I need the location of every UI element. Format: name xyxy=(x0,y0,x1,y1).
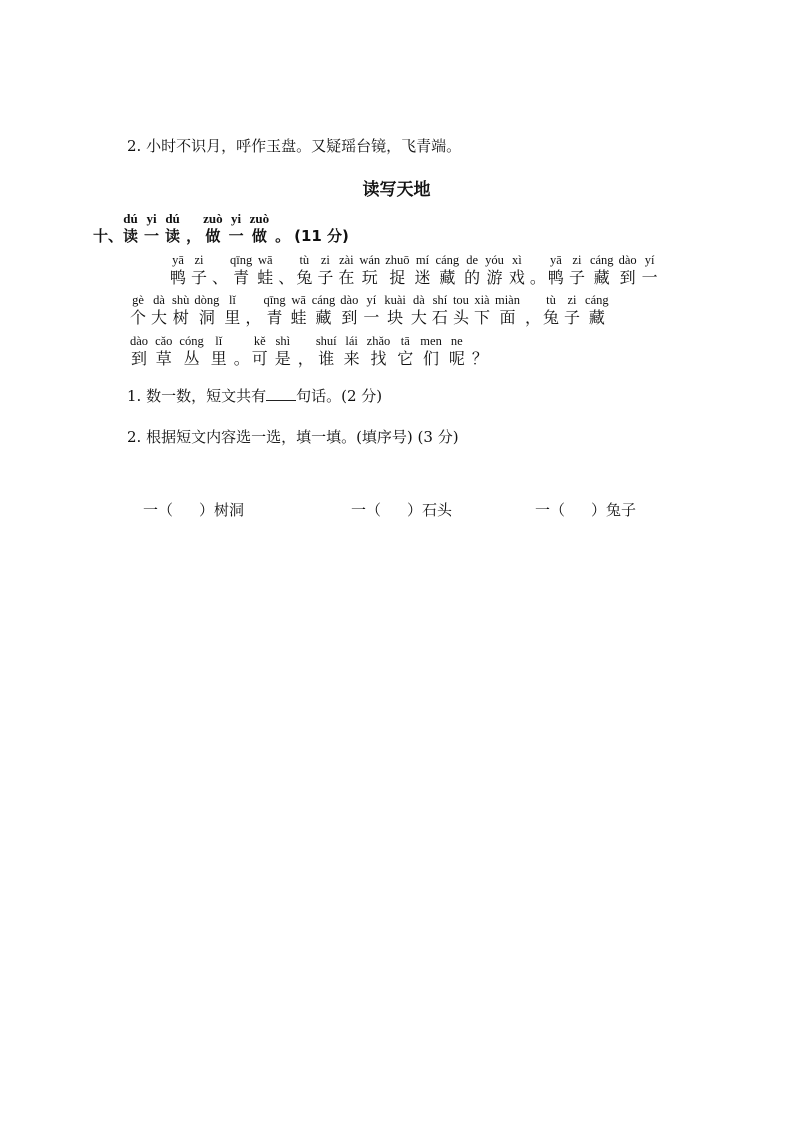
ruby-unit xyxy=(411,294,427,328)
poem-line: 2. 小时不识月，呼作玉盘。又疑瑶台镜，飞青端。 xyxy=(127,137,462,155)
hanzi: 鸭 xyxy=(170,268,187,287)
pinyin: tù xyxy=(546,293,556,307)
ruby-unit xyxy=(385,254,409,288)
ruby-unit xyxy=(296,254,312,288)
ruby-unit xyxy=(191,254,207,288)
hanzi: 谁 xyxy=(318,349,335,368)
pinyin: shù xyxy=(172,293,190,307)
hanzi: 大 xyxy=(151,308,168,327)
ruby-unit xyxy=(397,335,413,369)
hanzi: 在 xyxy=(338,268,355,287)
pinyin: cáng xyxy=(589,253,614,267)
ruby-unit xyxy=(194,294,219,328)
hanzi: ， xyxy=(297,349,314,368)
hanzi: 大 xyxy=(410,308,427,327)
hanzi: 子 xyxy=(317,268,334,287)
hanzi: 个 xyxy=(130,308,147,327)
ruby-unit xyxy=(415,254,431,288)
ruby-unit xyxy=(250,212,270,246)
hanzi: 石 xyxy=(431,308,448,327)
ruby-unit xyxy=(525,294,541,328)
hanzi: 做 xyxy=(205,227,221,245)
sub-question-1-text: 1. 数一数，短文共有 xyxy=(127,387,267,405)
ruby-unit xyxy=(316,335,337,369)
hanzi: 草 xyxy=(155,349,172,368)
hanzi: 到 xyxy=(619,268,636,287)
ruby-unit xyxy=(172,294,189,328)
hanzi: 可 xyxy=(251,349,268,368)
pinyin: yóu xyxy=(485,253,504,267)
ruby-unit xyxy=(263,294,285,328)
hanzi: 一 xyxy=(363,308,380,327)
hanzi: 。 xyxy=(233,349,250,368)
passage-line-1 xyxy=(170,254,663,288)
pinyin: zi xyxy=(194,253,204,267)
hanzi: 、 xyxy=(278,268,295,287)
pinyin: qīng xyxy=(263,293,286,307)
pinyin: cáng xyxy=(585,293,609,307)
hanzi: 树 xyxy=(172,308,189,327)
pinyin: shí xyxy=(432,293,448,307)
ruby-unit xyxy=(509,254,525,288)
fill-prefix: 一（ xyxy=(351,501,382,519)
hanzi: 子 xyxy=(568,268,585,287)
ruby-unit xyxy=(453,294,469,328)
ruby-unit xyxy=(275,212,290,246)
hanzi: 找 xyxy=(370,349,387,368)
hanzi: ？ xyxy=(471,349,488,368)
ruby-unit xyxy=(472,335,488,369)
pinyin: cóng xyxy=(179,334,204,348)
pinyin: kuài xyxy=(384,293,406,307)
ruby-unit xyxy=(474,294,490,328)
hanzi: ， xyxy=(245,308,262,327)
pinyin: men xyxy=(420,334,442,348)
passage-line-2 xyxy=(130,294,614,328)
ruby-unit xyxy=(344,335,360,369)
ruby-unit xyxy=(252,335,268,369)
hanzi: 头 xyxy=(452,308,469,327)
pinyin: qīng xyxy=(230,253,253,267)
ruby-unit xyxy=(291,294,307,328)
hanzi: 兔 xyxy=(542,308,559,327)
pinyin: dào xyxy=(618,253,637,267)
hanzi: 一 xyxy=(641,268,658,287)
hanzi: 的 xyxy=(464,268,481,287)
hanzi: 。 xyxy=(275,227,291,245)
fill-prefix: 一（ xyxy=(535,501,566,519)
fill-item-3 xyxy=(535,499,636,520)
pinyin: lái xyxy=(345,334,358,348)
pinyin: miàn xyxy=(494,293,520,307)
pinyin: wā xyxy=(291,293,306,307)
pinyin: tā xyxy=(400,334,410,348)
passage-line-3 xyxy=(130,335,490,369)
pinyin: shì xyxy=(275,334,291,348)
hanzi: 它 xyxy=(397,349,414,368)
ruby-unit xyxy=(367,335,391,369)
hanzi: 青 xyxy=(266,308,283,327)
fill-prefix: 一（ xyxy=(143,501,174,519)
fill-item-1 xyxy=(143,499,244,520)
fill-item-2 xyxy=(351,499,452,520)
ruby-unit xyxy=(212,254,228,288)
ruby-unit xyxy=(495,294,520,328)
ruby-unit xyxy=(165,212,180,246)
ruby-unit xyxy=(464,254,480,288)
fill-suffix: ）石头 xyxy=(407,501,453,519)
hanzi: 到 xyxy=(341,308,358,327)
pinyin: wán xyxy=(359,253,381,267)
pinyin: yí xyxy=(644,253,655,267)
pinyin: dòng xyxy=(194,293,220,307)
ruby-unit xyxy=(569,254,585,288)
pinyin: mí xyxy=(415,253,430,267)
ruby-unit xyxy=(278,254,294,288)
pinyin: dú xyxy=(123,211,138,226)
hanzi: 子 xyxy=(564,308,581,327)
pinyin: yi xyxy=(146,211,157,226)
ruby-unit xyxy=(359,254,380,288)
hanzi: 丛 xyxy=(183,349,200,368)
hanzi: 一 xyxy=(144,227,160,245)
question-title-ruby xyxy=(123,212,292,246)
hanzi: 、 xyxy=(212,268,229,287)
ruby-unit xyxy=(257,254,273,288)
pinyin: dú xyxy=(165,211,180,226)
hanzi: 洞 xyxy=(198,308,215,327)
hanzi: 到 xyxy=(131,349,148,368)
hanzi: 做 xyxy=(251,227,267,245)
sub-question-1-tail: 句话。(2 分) xyxy=(296,387,383,405)
pinyin: zhuō xyxy=(385,253,410,267)
pinyin: zi xyxy=(572,253,582,267)
hanzi: ， xyxy=(186,227,202,245)
pinyin: wā xyxy=(258,253,273,267)
ruby-unit xyxy=(123,212,138,246)
hanzi: 藏 xyxy=(439,268,456,287)
ruby-unit xyxy=(530,254,546,288)
fill-suffix: ）树洞 xyxy=(199,501,245,519)
ruby-unit xyxy=(548,254,564,288)
hanzi: 读 xyxy=(123,227,139,245)
hanzi: 迷 xyxy=(414,268,431,287)
hanzi: 一 xyxy=(228,227,244,245)
hanzi: 藏 xyxy=(315,308,332,327)
hanzi: 读 xyxy=(165,227,181,245)
hanzi: 里 xyxy=(210,349,227,368)
ruby-unit xyxy=(432,294,448,328)
pinyin: dà xyxy=(153,293,165,307)
ruby-unit xyxy=(340,294,358,328)
hanzi: 游 xyxy=(486,268,503,287)
pinyin: yí xyxy=(366,293,377,307)
pinyin: lǐ xyxy=(215,334,223,348)
pinyin: kě xyxy=(253,334,266,348)
hanzi: 鸭 xyxy=(547,268,564,287)
ruby-unit xyxy=(436,254,460,288)
answer-blank[interactable] xyxy=(266,386,296,401)
ruby-unit xyxy=(485,254,504,288)
pinyin: yi xyxy=(231,211,242,226)
ruby-unit xyxy=(590,254,614,288)
pinyin: xià xyxy=(474,293,490,307)
pinyin: zi xyxy=(567,293,577,307)
hanzi: 里 xyxy=(224,308,241,327)
sub-question-2: 2. 根据短文内容选一选，填一填。(填序号) (3 分) xyxy=(127,428,459,446)
hanzi: ， xyxy=(524,308,541,327)
pinyin: ne xyxy=(450,334,463,348)
ruby-unit xyxy=(144,212,159,246)
hanzi: 面 xyxy=(499,308,516,327)
ruby-unit xyxy=(420,335,442,369)
pinyin: zuò xyxy=(249,211,270,226)
hanzi: 呢 xyxy=(448,349,465,368)
hanzi: 蛙 xyxy=(290,308,307,327)
pinyin: xì xyxy=(512,253,522,267)
pinyin: de xyxy=(466,253,479,267)
hanzi: 戏 xyxy=(508,268,525,287)
hanzi: 蛙 xyxy=(257,268,274,287)
ruby-unit xyxy=(130,335,148,369)
ruby-unit xyxy=(224,294,240,328)
section-heading: 读写天地 xyxy=(362,180,431,200)
question-score: (11 分) xyxy=(294,227,349,245)
ruby-unit xyxy=(298,335,314,369)
ruby-unit xyxy=(230,254,252,288)
hanzi: 藏 xyxy=(588,308,605,327)
pinyin: cǎo xyxy=(155,334,173,348)
ruby-unit xyxy=(229,212,244,246)
pinyin: zài xyxy=(339,253,354,267)
ruby-unit xyxy=(317,254,333,288)
ruby-unit xyxy=(179,335,203,369)
ruby-unit xyxy=(155,335,172,369)
ruby-unit xyxy=(186,212,201,246)
hanzi: 。 xyxy=(529,268,546,287)
pinyin: zi xyxy=(320,253,330,267)
pinyin: dào xyxy=(130,334,149,348)
ruby-unit xyxy=(312,294,336,328)
ruby-unit xyxy=(564,294,580,328)
pinyin: yā xyxy=(550,253,562,267)
hanzi: 玩 xyxy=(361,268,378,287)
hanzi: 下 xyxy=(473,308,490,327)
hanzi: 们 xyxy=(423,349,440,368)
question-title xyxy=(93,212,349,246)
ruby-unit xyxy=(275,335,291,369)
ruby-unit xyxy=(449,335,465,369)
hanzi: 藏 xyxy=(593,268,610,287)
ruby-unit xyxy=(245,294,261,328)
ruby-unit xyxy=(384,294,406,328)
ruby-unit xyxy=(338,254,354,288)
pinyin: cáng xyxy=(311,293,336,307)
pinyin: lǐ xyxy=(228,293,236,307)
sub-question-1 xyxy=(127,385,382,406)
ruby-unit xyxy=(170,254,186,288)
question-number: 十、 xyxy=(93,227,124,245)
ruby-unit xyxy=(203,212,223,246)
pinyin: dào xyxy=(340,293,359,307)
ruby-unit xyxy=(151,294,167,328)
pinyin: tou xyxy=(452,293,469,307)
ruby-unit xyxy=(130,294,146,328)
pinyin: tù xyxy=(299,253,310,267)
hanzi: 捉 xyxy=(389,268,406,287)
ruby-unit xyxy=(543,294,559,328)
ruby-unit xyxy=(363,294,379,328)
hanzi: 块 xyxy=(387,308,404,327)
pinyin: cáng xyxy=(435,253,460,267)
hanzi: 是 xyxy=(274,349,291,368)
hanzi: 青 xyxy=(233,268,250,287)
pinyin: zuò xyxy=(203,211,223,226)
ruby-unit xyxy=(619,254,637,288)
pinyin: gè xyxy=(132,293,144,307)
ruby-unit xyxy=(234,335,250,369)
pinyin: yā xyxy=(172,253,184,267)
ruby-unit xyxy=(211,335,227,369)
hanzi: 兔 xyxy=(296,268,313,287)
fill-suffix: ）兔子 xyxy=(591,501,637,519)
hanzi: 子 xyxy=(191,268,208,287)
hanzi: 来 xyxy=(343,349,360,368)
ruby-unit xyxy=(642,254,658,288)
pinyin: dà xyxy=(413,293,425,307)
pinyin: shuí xyxy=(315,334,337,348)
ruby-unit xyxy=(585,294,609,328)
pinyin: zhǎo xyxy=(366,334,391,348)
